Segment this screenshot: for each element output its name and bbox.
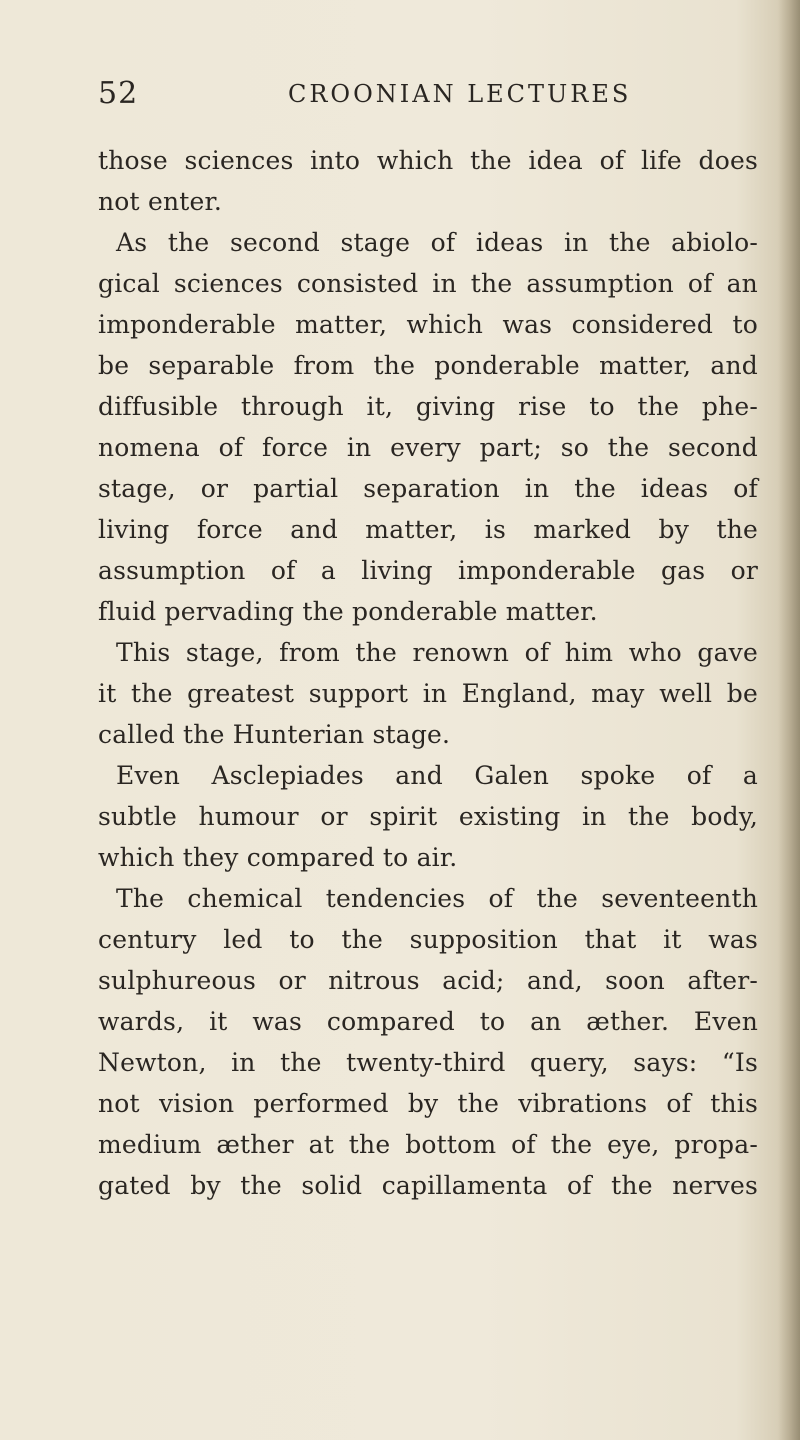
text-line: nomena of force in every part; so the second: [98, 433, 758, 462]
text-line: Newton, in the twenty-third query, says: “Is: [98, 1048, 758, 1077]
text-line: This stage, from the renown of him who gave: [116, 638, 758, 667]
text-line: medium æther at the bottom of the eye, propa-: [98, 1130, 758, 1159]
text-line: diffusible through it, giving rise to the phe-: [98, 392, 758, 421]
text-line: As the second stage of ideas in the abiolo-: [116, 228, 758, 257]
text-line: those sciences into which the idea of life does: [98, 146, 758, 175]
text-line: century led to the supposition that it was: [98, 925, 758, 954]
text-line: The chemical tendencies of the seventeenth: [116, 884, 758, 913]
text-line: it the greatest support in England, may well be: [98, 679, 758, 708]
text-line: Even Asclepiades and Galen spoke of a: [116, 761, 758, 790]
running-title: CROONIAN LECTURES: [288, 80, 632, 108]
page-edge-shadow: [778, 0, 800, 1440]
text-line: fluid pervading the ponderable matter.: [98, 597, 598, 626]
text-line: gated by the solid capillamenta of the nerves: [98, 1171, 758, 1200]
body-text: [98, 140, 758, 1206]
text-line: living force and matter, is marked by the: [98, 515, 758, 544]
text-line: wards, it was compared to an æther. Even: [98, 1007, 758, 1036]
text-line: imponderable matter, which was considered to: [98, 310, 758, 339]
text-line: subtle humour or spirit existing in the body,: [98, 802, 758, 831]
text-line: assumption of a living imponderable gas or: [98, 556, 758, 585]
page-number: 52: [98, 76, 139, 111]
text-line: gical sciences consisted in the assumption of an: [98, 269, 758, 298]
text-line: not vision performed by the vibrations of this: [98, 1089, 758, 1118]
text-line: sulphureous or nitrous acid; and, soon after-: [98, 966, 758, 995]
text-line: called the Hunterian stage.: [98, 720, 451, 749]
running-head: [98, 76, 738, 116]
text-line: be separable from the ponderable matter, and: [98, 351, 758, 380]
text-line: not enter.: [98, 187, 223, 216]
text-line: which they compared to air.: [98, 843, 458, 872]
text-line: stage, or partial separation in the ideas of: [98, 474, 758, 503]
